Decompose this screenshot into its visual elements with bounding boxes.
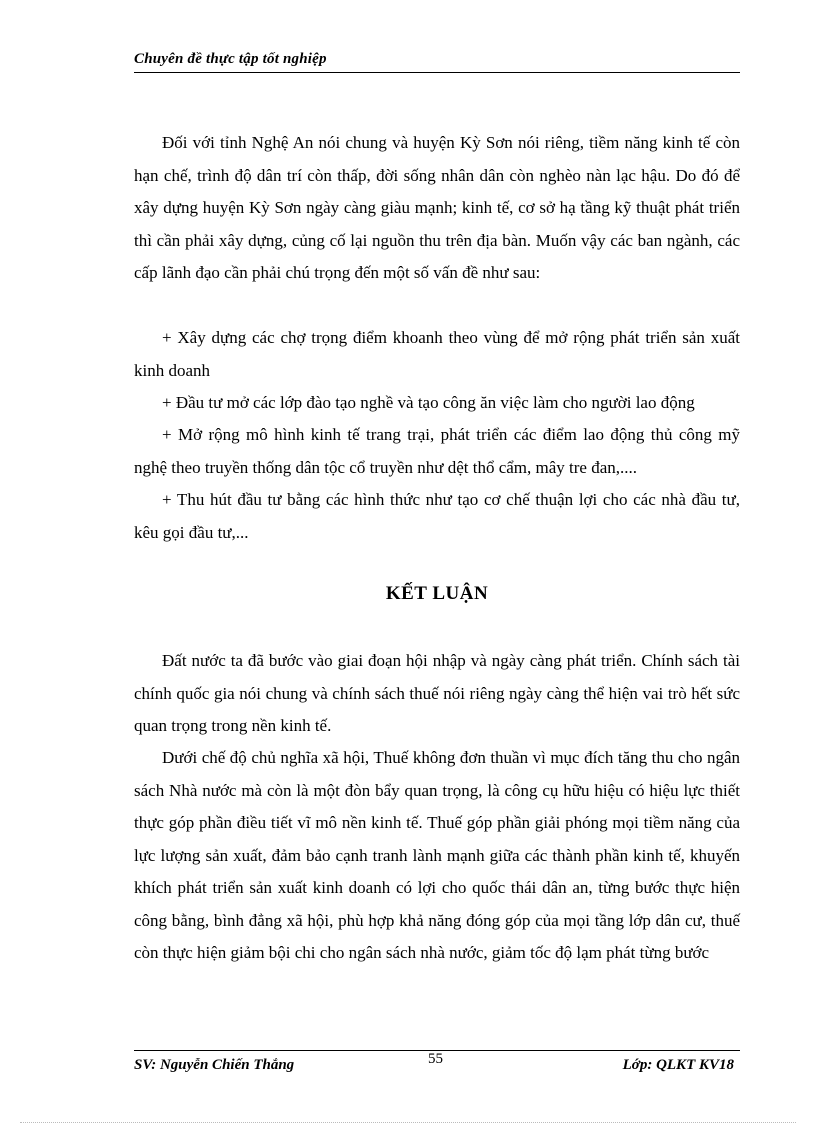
header-title: Chuyên đề thực tập tốt nghiệp: [134, 51, 327, 67]
page-header: [134, 48, 740, 73]
section-heading: KẾT LUẬN: [385, 583, 489, 604]
list-item: + Thu hút đầu tư bằng các hình thức như tạo cơ chế thuận lợi cho các nhà đầu tư, kêu gọi đầu tư,...: [134, 490, 740, 542]
footer-class: Lớp: QLKT KV18: [622, 1057, 734, 1073]
footer-student: SV: Nguyễn Chiến Thắng: [134, 1057, 295, 1073]
list-item: + Mở rộng mô hình kinh tế trang trại, phát triển các điểm lao động thủ công mỹ nghệ theo truyền thống dân tộc cổ truyền như dệt thổ cẩm, mây tre đan,....: [134, 425, 740, 477]
list-item: + Đầu tư mở các lớp đào tạo nghề và tạo công ăn việc làm cho người lao động: [162, 393, 695, 412]
paragraph: Đất nước ta đã bước vào giai đoạn hội nhập và ngày càng phát triển. Chính sách tài chính quốc gia nói chung và chính sách thuế nói riêng ngày càng thể hiện vai trò hết sức quan trọng trong nền kinh tế.: [134, 651, 740, 735]
page-number: 55: [428, 1051, 443, 1067]
page-footer: [134, 1050, 740, 1081]
paragraph: Đối với tỉnh Nghệ An nói chung và huyện Kỳ Sơn nói riêng, tiềm năng kinh tế còn hạn chế, trình độ dân trí còn thấp, đời sống nhân dân còn nghèo nàn lạc hậu. Do đó để xây dựng huyện Kỳ Sơn ngày càng giàu mạnh; kinh tế, cơ sở hạ tầng kỹ thuật phát triển thì cần phải xây dựng, củng cố lại nguồn thu trên địa bàn. Muốn vậy các ban ngành, các cấp lãnh đạo cần phải chú trọng đến một số vấn đề như sau:: [134, 133, 740, 282]
paragraph: Dưới chế độ chủ nghĩa xã hội, Thuế không đơn thuần vì mục đích tăng thu cho ngân sách Nhà nước mà còn là một đòn bẩy quan trọng, là công cụ hữu hiệu có hiệu lực thiết thực góp phần điều tiết vĩ mô nền kinh tế. Thuế góp phần giải phóng mọi tiềm năng của lực lượng sản xuất, đảm bảo cạnh tranh lành mạnh giữa các thành phần kinh tế, khuyến khích phát triển sản xuất kinh doanh có lợi cho quốc thái dân an, từng bước thực hiện công bằng, bình đẳng xã hội, phù hợp khả năng đóng góp của mọi tầng lớp dân cư, thuế còn thực hiện giảm bội chi cho ngân sách nhà nước, giảm tốc độ lạm phát từng bước: [134, 748, 740, 962]
list-item: + Xây dựng các chợ trọng điểm khoanh theo vùng để mở rộng phát triển sản xuất kinh doanh: [134, 328, 740, 380]
